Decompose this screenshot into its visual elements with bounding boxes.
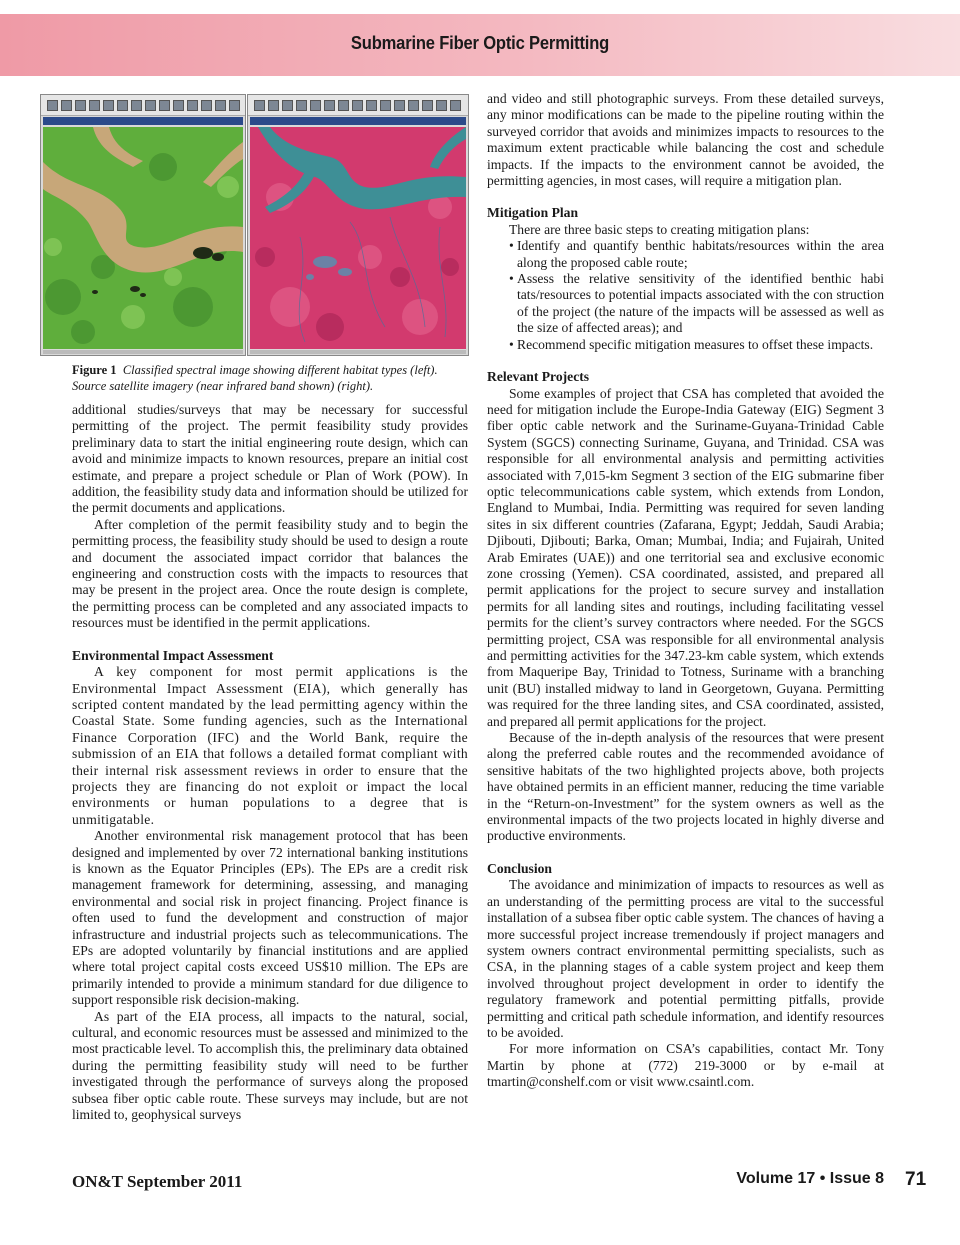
list-item: • Assess the relative sensitivity of the identified benthic habi tats/resources to potential impacts associated with the con struction of the project (the nature of the impacts will be assessed as well as the size of affected areas); and — [487, 271, 884, 337]
footer-volume-issue: Volume 17 • Issue 8 — [736, 1170, 884, 1187]
figure-caption — [72, 362, 464, 394]
figure-toolbar — [41, 95, 245, 116]
right-column — [487, 91, 884, 1091]
paragraph: After completion of the permit feasibility study and to begin the permitting process, the feasibility study should be used to design a route and document the associated impact corridor that balances the engineering and construction costs with the impacts to resources that may be present in the project area. Once the route design is complete, the permitting process can be completed and any associated impacts to resources must be identified in the permit applications. — [72, 516, 468, 631]
list-item: • Identify and quantify benthic habitats/resources within the area along the proposed cable route; — [487, 238, 884, 271]
figure-window-titlebar — [250, 117, 466, 125]
page-header-title: Submarine Fiber Optic Permitting — [350, 33, 610, 53]
section-heading-conclusion: Conclusion — [487, 860, 552, 876]
section-heading-mitigation: Mitigation Plan — [487, 205, 579, 221]
section-heading-projects: Relevant Projects — [487, 369, 590, 385]
paragraph: Some examples of project that CSA has completed that avoided the need for mitigation include the Europe-India Gateway (EIG) Segment 3 fiber optic cable network and the Suriname-Guyana-Trinidad Cable System (SGCS) connecting Suriname, Guyana, and Trinidad. CSA was responsible for all environmental analysis and permitting activities associated with 7,015-km Segment 3 section of the EIG submarine fiber optic telecommunications cable system, which extends from London, England to Mumbai, India. Permitting was required for seven landing sites in six different countries (Zafarana, Egypt; Jeddah, Saudi Arabia; Djibouti, Djibouti; Barka, Oman; Mumbai, India; and Fujairah, United Arab Emirates (UAE)) and one territorial sea and exclusive economic zone crossing (Yemen). CSA coordinated, assisted, and prepared all permit applications for the project to secure survey and installation permits for all landing sites and routings, including facilitating vessel permits for the client’s survey contractors where needed. For the SGCS permitting project, CSA was responsible for all environmental analysis and permitting activities for the 347.23-km cable system, which extends from Maqueripe Bay, Trinidad to Totness, Suriname with a branching unit (BU) installed midway to land in Georgetown, Guyana. Permitting was required for the three landing sites, and CSA coordinated, assisted, and prepared all permit applications for the project. — [487, 385, 884, 729]
habitat-map-graphic — [43, 127, 243, 349]
contact-paragraph: For more information on CSA’s capabilities, contact Mr. Tony Martin by phone at (772) 219-3000 or by e-mail at tmartin@conshelf.com or visit www.csaintl.com. — [487, 1041, 884, 1090]
figure-caption-text: Classified spectral image showing different habitat types (left). Source satellite imagery (near infrared band shown) (right). — [72, 363, 438, 393]
paragraph: Another environmental risk management protocol that has been designed and implemented by over 72 international banking institutions is known as the Equator Principles (EPs). The EPs are a credit risk management framework for determining, assessing, and managing environmental and social risk in project financing. Project finance is often used to fund the development and construction of major infrastructure and industrial projects such as telecommunications. The EPs are adopted voluntarily by financial institutions and are applied where total project capital costs exceed US$10 million. The EPs are primarily intended to provide a minimum standard for due diligence to support responsible risk decision-making. — [72, 828, 468, 1008]
page-number: 71 — [905, 1169, 927, 1190]
near-infrared-satellite-image — [247, 94, 469, 356]
section-heading-eia: Environmental Impact Assessment — [72, 647, 274, 663]
classified-habitat-image — [40, 94, 246, 356]
paragraph: A key component for most permit applications is the Environmental Impact Assessment (EIA), which generally has scripted content mandated by the lead permitting agency within the Coastal State. Some funding agencies, such as the International Finance Corporation (IFC) and the World Bank, require the submission of an EIA that follows a detailed format compliant with their internal risk assessment reviews in order to ensure that the projects they are financing do not exploit or impact the local environments or human populations to a degree that is unmitigatable. — [72, 664, 468, 827]
figure-statusbar — [250, 350, 466, 354]
figure-label: Figure 1 — [72, 363, 117, 377]
paragraph: As part of the EIA process, all impacts to the natural, social, cultural, and economic resources must be assessed and minimized to the most practicable level. To accomplish this, the preliminary data obtained during the permitting feasibility study will need to be further investigated through the performance of surveys along the proposed subsea fiber optic cable route. These surveys may include, but are not limited to, geophysical surveys — [72, 1008, 468, 1123]
figure-window-titlebar — [43, 117, 243, 125]
figure-statusbar — [43, 350, 243, 354]
paragraph: and video and still photographic surveys. From these detailed surveys, any minor modifications can be made to the pipeline routing within the surveyed corridor that avoids and minimizes impacts to resources to the maximum extent practicable while balancing the cost and schedule impacts. If the impacts to the environment cannot be avoided, the permitting agencies, in most cases, will require a mitigation plan. — [487, 91, 884, 189]
figure-toolbar — [248, 95, 468, 116]
left-column — [72, 402, 468, 1123]
paragraph: The avoidance and minimization of impacts to resources as well as an understanding of the permitting process are vital to the successful installation of a subsea fiber optic cable system. The chances of having a more successful project increase tremendously if project managers and system owners contract environmental permitting specialists, such as CSA, in the planning stages of a cable system project and keep them involved throughout project development in order to identify the regulatory framework and potential permitting pitfalls, provide permitting and critical path schedule information, and identify resources to be avoided. — [487, 877, 884, 1040]
paragraph: Because of the in-depth analysis of the resources that were present along the preferred cable routes and the recommended avoidance of sensitive habitats of the two highlighted projects above, both projects have obtained permits in an efficient manner, reducing the time variable in the “Return-on-Investment” for the system owners as well as the environmental impacts of the two projects located in highly diverse and productive environments. — [487, 730, 884, 844]
footer-publication: ON&T September 2011 — [72, 1172, 243, 1191]
mitigation-steps-list — [487, 238, 884, 353]
nir-map-graphic — [250, 127, 466, 349]
list-item: • Recommend specific mitigation measures to offset these impacts. — [487, 337, 884, 353]
figure-1 — [40, 94, 468, 354]
paragraph: There are three basic steps to creating mitigation plans: — [509, 221, 810, 237]
paragraph: additional studies/surveys that may be necessary for successful permitting of the project. The permit feasibility study provides preliminary data to start the initial engineering route design, which can avoid and minimize impacts to known resources, prepare an initial cost estimate, and prepare a project schedule or Plan of Work (POW). In addition, the feasibility study data and information should be utilized for the permit documents and applications. — [72, 402, 468, 516]
